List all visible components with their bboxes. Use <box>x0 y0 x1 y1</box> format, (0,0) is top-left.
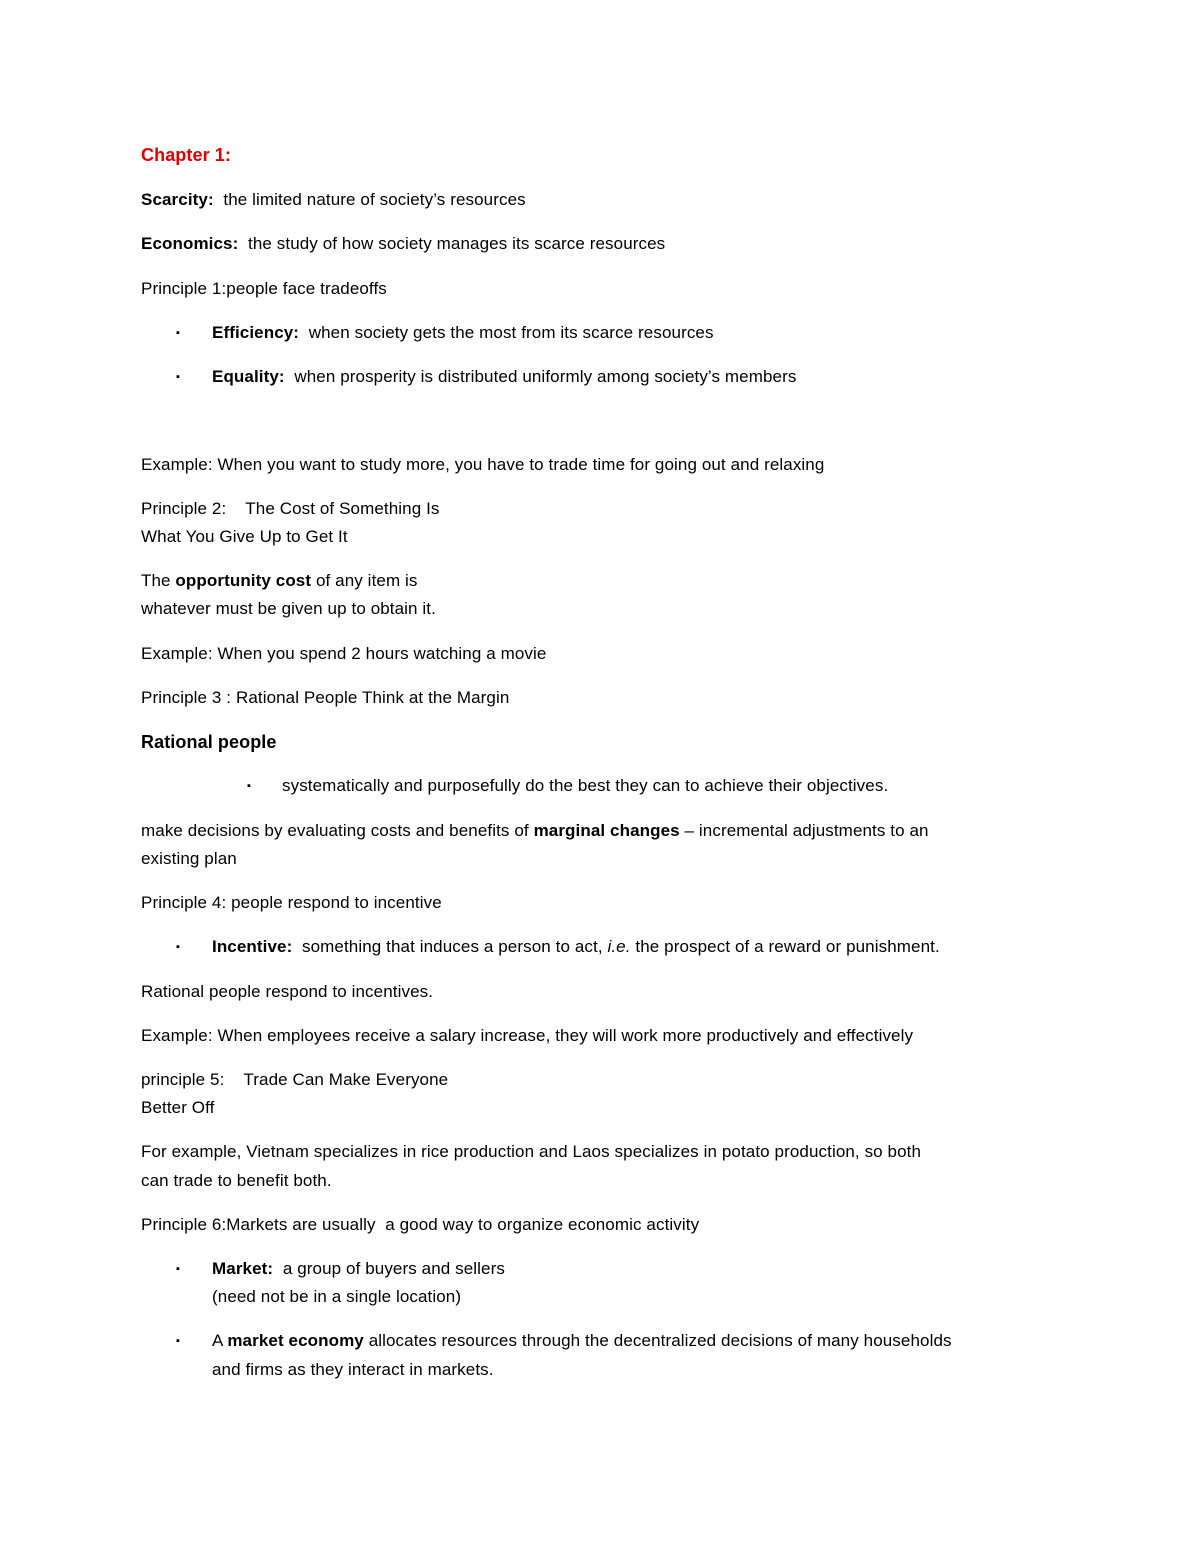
principle-1-example: Example: When you want to study more, you have to trade time for going out and relaxing <box>141 455 825 474</box>
incentive-ie: i.e. <box>607 937 631 956</box>
principle-5-example-line-1: For example, Vietnam specializes in rice production and Laos specializes in potato production, so both <box>141 1142 922 1161</box>
rational-people-bullet: systematically and purposefully do the best they can to achieve their objectives. <box>282 776 889 795</box>
scarcity-term: Scarcity: <box>141 190 214 209</box>
market-bullet-line-2: (need not be in a single location) <box>212 1287 462 1306</box>
efficiency-term: Efficiency: <box>212 323 300 342</box>
incentive-pre: something that induces a person to act, <box>302 937 603 956</box>
opportunity-pre: The <box>141 571 171 590</box>
rational-people-heading: Rational people <box>141 732 277 752</box>
marginal-changes-line-1 <box>141 817 929 845</box>
bullet-marker: ▪ <box>176 1335 180 1347</box>
principle-4-title: Principle 4: people respond to incentive <box>141 893 442 912</box>
economics-text: the study of how society manages its scarce resources <box>248 234 666 253</box>
principle-1-title: Principle 1:people face tradeoffs <box>141 279 387 298</box>
principle-6-title: Principle 6:Markets are usually a good way to organize economic activity <box>141 1215 700 1234</box>
marginal-changes-line-2: existing plan <box>141 849 237 868</box>
principle-5-title-line-2: Better Off <box>141 1098 215 1117</box>
bullet-marker: ▪ <box>176 941 180 953</box>
incentive-bullet <box>212 933 940 961</box>
market-bullet <box>212 1255 505 1283</box>
opportunity-cost-definition <box>141 567 418 595</box>
efficiency-bullet <box>212 319 714 347</box>
market-economy-bullet <box>212 1327 952 1355</box>
market-economy-line-2: and firms as they interact in markets. <box>212 1360 494 1379</box>
equality-term: Equality: <box>212 367 285 386</box>
principle-2-example: Example: When you spend 2 hours watching a movie <box>141 644 547 663</box>
marginal-post: – incremental adjustments to an <box>684 821 929 840</box>
chapter-heading: Chapter 1: <box>141 145 232 165</box>
market-economy-post: allocates resources through the decentralized decisions of many households <box>368 1331 952 1350</box>
efficiency-text: when society gets the most from its scarce resources <box>308 323 714 342</box>
market-economy-pre: A <box>212 1331 223 1350</box>
bullet-marker: ▪ <box>176 327 180 339</box>
principle-5-example-line-2: can trade to benefit both. <box>141 1171 332 1190</box>
bullet-marker: ▪ <box>176 1263 180 1275</box>
opportunity-cost-line-2: whatever must be given up to obtain it. <box>141 599 436 618</box>
market-economy-term: market economy <box>227 1331 364 1350</box>
bullet-marker: ▪ <box>176 371 180 383</box>
bullet-marker: ▪ <box>247 780 251 792</box>
principle-5-title-line-1: principle 5: Trade Can Make Everyone <box>141 1070 449 1089</box>
principle-3-title: Principle 3 : Rational People Think at the Margin <box>141 688 510 707</box>
equality-text: when prosperity is distributed uniformly among society’s members <box>294 367 797 386</box>
principle-2-title-line-1: Principle 2: The Cost of Something Is <box>141 499 440 518</box>
economics-term: Economics: <box>141 234 239 253</box>
equality-bullet <box>212 363 796 391</box>
market-term: Market: <box>212 1259 274 1278</box>
opportunity-cost-term: opportunity cost <box>175 571 312 590</box>
incentive-term: Incentive: <box>212 937 293 956</box>
market-text: a group of buyers and sellers <box>282 1259 505 1278</box>
principle-4-example: Example: When employees receive a salary increase, they will work more productively and effectively <box>141 1026 914 1045</box>
incentive-post: the prospect of a reward or punishment. <box>635 937 940 956</box>
economics-definition <box>141 230 665 258</box>
marginal-pre: make decisions by evaluating costs and benefits of <box>141 821 529 840</box>
principle-2-title-line-2: What You Give Up to Get It <box>141 527 348 546</box>
marginal-changes-term: marginal changes <box>533 821 680 840</box>
scarcity-text: the limited nature of society’s resources <box>223 190 526 209</box>
scarcity-definition <box>141 186 526 214</box>
rational-people-respond: Rational people respond to incentives. <box>141 982 434 1001</box>
opportunity-post: of any item is <box>315 571 418 590</box>
